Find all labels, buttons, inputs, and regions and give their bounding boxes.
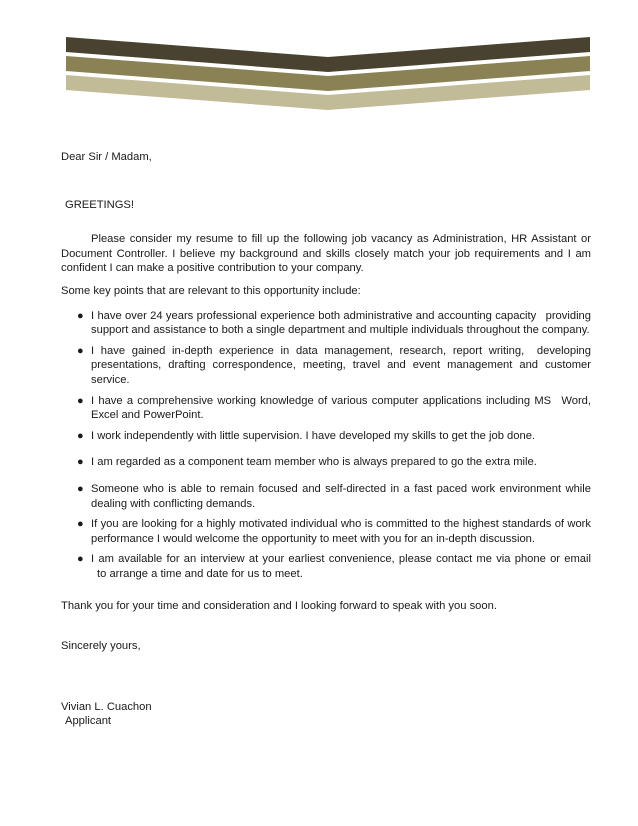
list-item: ● I work independently with little supervision. I have developed my skills to get the job done. — [77, 429, 536, 442]
list-item: ● I am regarded as a component team member who is always prepared to go the extra mile. — [77, 456, 537, 469]
bullet-icon: ● — [77, 429, 84, 442]
signature-name: Vivian L. Cuachon — [61, 700, 152, 713]
bullet-icon: ● — [77, 456, 84, 469]
bullet-icon: ● — [77, 482, 84, 495]
greeting: GREETINGS! — [65, 198, 134, 211]
list-item: ● I have over 24 years professional experience both administrative and accounting capacity providing support and assistance to both a single department and multiple individuals throughout the company. — [77, 309, 591, 337]
key-points-intro: Some key points that are relevant to this opportunity include: — [61, 284, 361, 297]
signature-title: Applicant — [65, 715, 112, 728]
list-item: ● I am available for an interview at your earliest convenience, please contact me via phone or email to arrange a time and date for us to meet. — [77, 553, 591, 580]
bullet-icon: ● — [77, 553, 84, 566]
bullet-icon: ● — [77, 309, 84, 322]
key-points-list — [61, 309, 591, 582]
closing: Sincerely yours, — [61, 640, 141, 653]
cover-letter — [61, 150, 591, 729]
list-item: ● Someone who is able to remain focused and self-directed in a fast paced work environment while dealing with conflicting demands. — [77, 482, 591, 510]
intro-paragraph: Please consider my resume to fill up the following job vacancy as Administration, HR Assistant or Document Controller. I believe my background and skills closely match your job requirements and I am confident I can make a positive contribution to your company. — [61, 233, 591, 275]
list-item: ● If you are looking for a highly motivated individual who is committed to the highest standards of work performance I would welcome the opportunity to meet with you for an in-depth discussion. — [77, 518, 592, 545]
bullet-icon: ● — [77, 394, 84, 407]
list-item: ● I have a comprehensive working knowledge of various computer applications including MS Word, Excel and PowerPoint. — [77, 394, 591, 422]
header-chevron-banner — [0, 0, 638, 112]
list-item: ● I have gained in-depth experience in data management, research, report writing, developing presentations, drafting correspondence, meeting, travel and event management and customer service. — [77, 344, 591, 386]
bullet-icon: ● — [77, 518, 84, 531]
salutation: Dear Sir / Madam, — [61, 151, 152, 163]
thanks-paragraph: Thank you for your time and consideration and I looking forward to speak with you soon. — [61, 600, 497, 613]
bullet-icon: ● — [77, 344, 84, 357]
